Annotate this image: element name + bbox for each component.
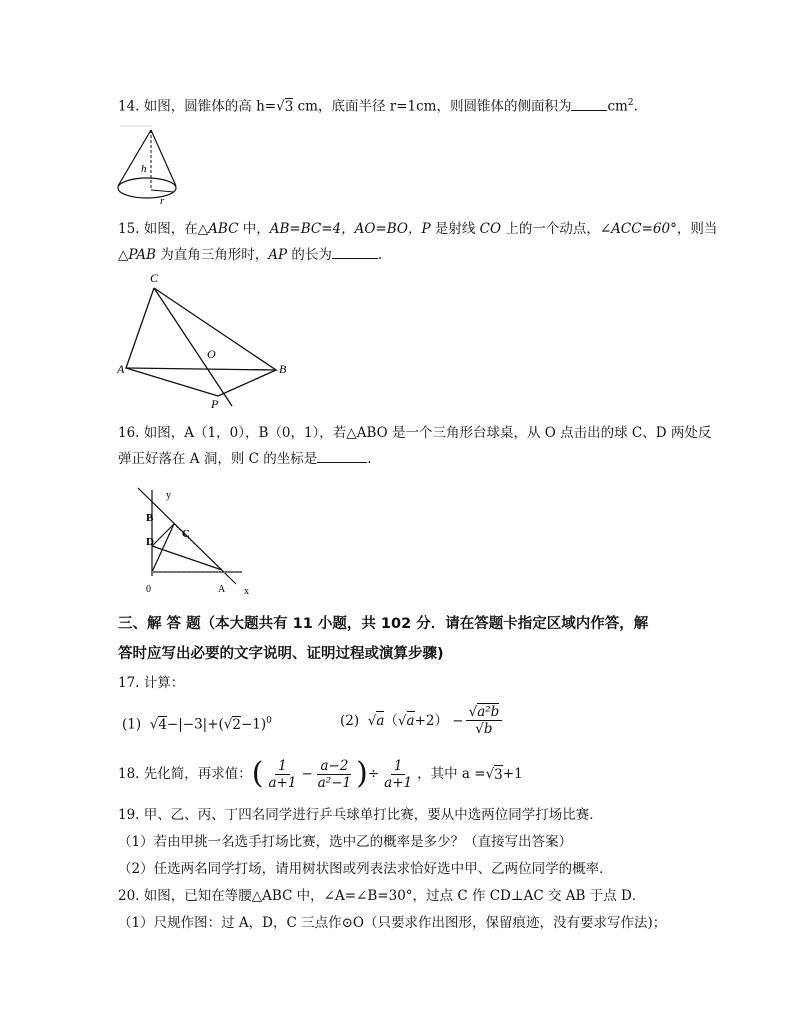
q17-part2-fraction xyxy=(466,704,503,737)
q19-line3: （2）任选两名同学打场，请用树状图或列表法求恰好选中甲、乙两位同学的概率． xyxy=(118,861,613,877)
q15-number: 15. xyxy=(118,221,140,237)
q16-line1-text: 如图，A（1，0），B（0，1），若△ABO 是一个三角形台球桌，从 O 点击出的球 C、D 两处反 xyxy=(143,425,712,441)
q15-label-a: A xyxy=(117,362,125,376)
q15-label-b: B xyxy=(279,362,287,376)
q16-answer-blank xyxy=(317,450,367,463)
q18-f2-den: a²−1 xyxy=(317,774,352,791)
q18-plus: +1 xyxy=(502,766,523,782)
q16-label-c: C xyxy=(182,528,190,540)
q14-end: . xyxy=(633,98,638,115)
q17-part1-label: (1) xyxy=(122,716,142,733)
q15-line2-b: 为直角三角形时， xyxy=(155,247,269,263)
q15-label-c: C xyxy=(150,271,159,285)
q14-sqrt: √3 xyxy=(276,98,294,115)
q17-part2-num: √a²b xyxy=(466,704,503,721)
q15-line1-a: 如图，在△ xyxy=(143,221,209,237)
q15-line1 xyxy=(118,220,717,238)
q16-label-x: x xyxy=(244,586,249,597)
q18-fraction-2 xyxy=(315,758,354,791)
q17-part1-exp: 0 xyxy=(266,716,272,726)
q14-sqrt-value: 3 xyxy=(284,98,294,115)
q14-label-h: h xyxy=(141,163,147,175)
q17-part2-den-value: b xyxy=(483,721,493,737)
q15-line1-b: 中， xyxy=(238,221,270,237)
q18-f1-den: a+1 xyxy=(268,774,297,791)
q18-fraction-1 xyxy=(265,758,299,791)
q16-line1 xyxy=(118,424,711,442)
q16-number: 16. xyxy=(118,425,140,441)
q20-line2: （1）尺规作图：过 A，D，C 三点作⊙O（只要求作出图形，保留痕迹，没有要求写作法)； xyxy=(118,915,667,931)
q15-line1-acc: ACC=60° xyxy=(611,221,677,237)
q18-paren-open: ( xyxy=(251,756,264,791)
q16-billiards-figure xyxy=(132,484,262,598)
q17-part1-mid: −|−3|+( xyxy=(166,716,224,733)
q17-part2: (2) √ a （ √ a +2） − $\frac{\text{√a²b}}{√b}$ xyxy=(340,704,504,737)
q15-line2 xyxy=(118,246,382,264)
q20-line1: 20. 如图，已知在等腰△ABC 中，∠A=∠B=30°，过点 C 作 CD⊥AC 交 AB 于点 D． xyxy=(118,888,646,904)
q14-answer-blank xyxy=(571,98,607,111)
q18-f2-num: a−2 xyxy=(317,758,351,775)
q16-label-a: A xyxy=(218,584,226,595)
q14-label-r: r xyxy=(160,195,165,206)
q18-prefix: 18. 先化简，再求值： xyxy=(118,766,252,782)
q18-f3-num: 1 xyxy=(391,758,406,775)
q15-line1-f: ，则当 xyxy=(676,221,718,237)
q16-label-b: B xyxy=(146,512,154,524)
q18-minus: − xyxy=(301,766,313,782)
q16-line2 xyxy=(118,450,372,468)
q15-line1-e: 上的一个动点，∠ xyxy=(501,221,612,237)
q15-line1-abc: ABC xyxy=(208,221,239,237)
q15-line2-a: △ xyxy=(118,247,129,263)
q17-part2-num-value: a²b xyxy=(477,704,500,720)
q14-cone-figure xyxy=(114,120,180,206)
q15-answer-blank xyxy=(332,246,378,259)
q17-part1-end: −1) xyxy=(241,716,267,733)
q17-part2-label: (2) xyxy=(340,712,360,729)
q15-label-o: O xyxy=(207,347,216,361)
q14-unit-sup: 2 xyxy=(627,98,634,108)
q15-line2-end: . xyxy=(377,247,383,263)
q16-label-y: y xyxy=(166,490,171,501)
q15-label-p: P xyxy=(211,397,219,411)
q16-line2-text: 弹正好落在 A 洞，则 C 的坐标是 xyxy=(118,451,318,467)
q18-f3-den: a+1 xyxy=(384,774,413,791)
q14-unit: cm xyxy=(607,98,628,115)
q18: 18. 先化简，再求值： ( $\frac{1}{a+1}$ − $\frac{a-2}{\text{a²−1}}$ ) ÷ $\frac{1}{a+1}$ ，其中 a = √ 3 +1 xyxy=(118,756,523,791)
q14-text-b: cm，底面半径 r=1cm，则圆锥体的侧面积为 xyxy=(293,98,572,115)
q15-line1-c: AB=BC=4，AO=BO，P xyxy=(269,221,431,237)
q15-line2-pab: PAB xyxy=(128,247,156,263)
q17-part1-sqrt4: 4 xyxy=(158,716,167,733)
q17-title: 17. 计算： xyxy=(118,675,185,691)
q18-fraction-3 xyxy=(381,758,415,791)
q14-text-a: 如图，圆锥体的高 h= xyxy=(143,98,277,115)
q17-part2-a2: a xyxy=(406,713,415,729)
q14-number: 14. xyxy=(118,98,140,115)
q17-part1-sqrt2: 2 xyxy=(232,716,241,733)
q18-paren-close: ) xyxy=(356,756,368,791)
q16-end: . xyxy=(367,451,372,467)
q17-part2-mid2: +2） − xyxy=(414,712,464,729)
q15-line2-c: 的长为 xyxy=(287,247,332,263)
q18-div: ÷ xyxy=(367,766,380,782)
q16-label-d: D xyxy=(146,536,154,548)
q15-triangle-figure xyxy=(114,268,304,414)
q18-f1-num: 1 xyxy=(275,758,290,775)
q19-line2: （1）若由甲挑一名选手打场比赛，选中乙的概率是多少？（直接写出答案） xyxy=(118,834,573,850)
q18-tail: ，其中 a = xyxy=(417,766,486,782)
q16-label-o: 0 xyxy=(146,584,151,595)
q15-line1-d: 是射线 xyxy=(430,221,480,237)
q14-text xyxy=(118,94,638,116)
q15-line1-co: CO xyxy=(479,221,502,237)
q15-line2-ap: AP xyxy=(268,247,288,263)
q17-part1: (1) $√4-|-3|+(√2-1)^0$ xyxy=(122,716,272,733)
q18-sqrt: 3 xyxy=(494,766,503,783)
section3-heading-line2: 答时应写出必要的文字说明、证明过程或演算步骤) xyxy=(118,646,444,662)
q17-part2-mid1: （ xyxy=(384,712,398,729)
section3-heading-line1: 三、解 答 题（本大题共有 11 小题，共 102 分．请在答题卡指定区域内作答，解 xyxy=(118,616,649,632)
q17-part2-a: a xyxy=(376,713,385,729)
q17-part2-den: √b xyxy=(475,721,493,737)
q19-line1: 19. 甲、乙、丙、丁四名同学进行乒乓球单打比赛，要从中选两位同学打场比赛． xyxy=(118,807,603,823)
